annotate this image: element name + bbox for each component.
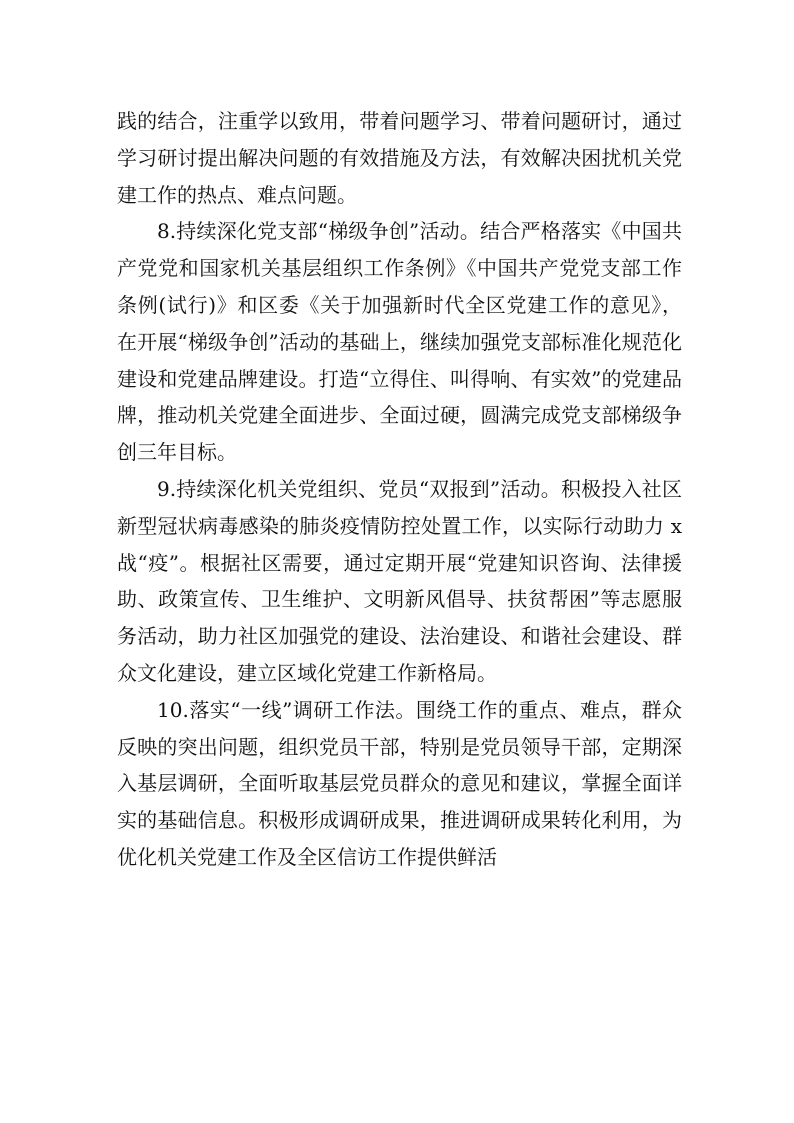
- paragraph-item-9: 9.持续深化机关党组织、党员“双报到”活动。积极投入社区新型冠状病毒感染的肺炎疫情防控处置工作，以实际行动助力 x 战“疫”。根据社区需要，通过定期开展“党建知识咨询、法律援助、政策宣传、卫生维护、文明新风倡导、扶贫帮困”等志愿服务活动，助力社区加强党的建设、法治建设、和谐社会建设、群众文化建设，建立区域化党建工作新格局。: [117, 476, 682, 685]
- paragraph-item-8: 8.持续深化党支部“梯级争创”活动。结合严格落实《中国共产党党和国家机关基层组织工作条例》《中国共产党党支部工作条例(试行)》和区委《关于加强新时代全区党建工作的意见》，在开展“梯级争创”活动的基础上，继续加强党支部标准化规范化建设和党建品牌建设。打造“立得住、叫得响、有实效”的党建品牌，推动机关党建全面进步、全面过硬，圆满完成党支部梯级争创三年目标。: [117, 219, 682, 465]
- document-page: [117, 103, 682, 876]
- paragraph-continuation: 践的结合，注重学以致用，带着问题学习、带着问题研讨，通过学习研讨提出解决问题的有效措施及方法，有效解决困扰机关党建工作的热点、难点问题。: [117, 109, 682, 207]
- paragraph-item-10: 10.落实“一线”调研工作法。围绕工作的重点、难点，群众反映的突出问题，组织党员干部，特别是党员领导干部，定期深入基层调研，全面听取基层党员群众的意见和建议，掌握全面详实的基础信息。积极形成调研成果，推进调研成果转化利用，为优化机关党建工作及全区信访工作提供鲜活: [117, 697, 682, 869]
